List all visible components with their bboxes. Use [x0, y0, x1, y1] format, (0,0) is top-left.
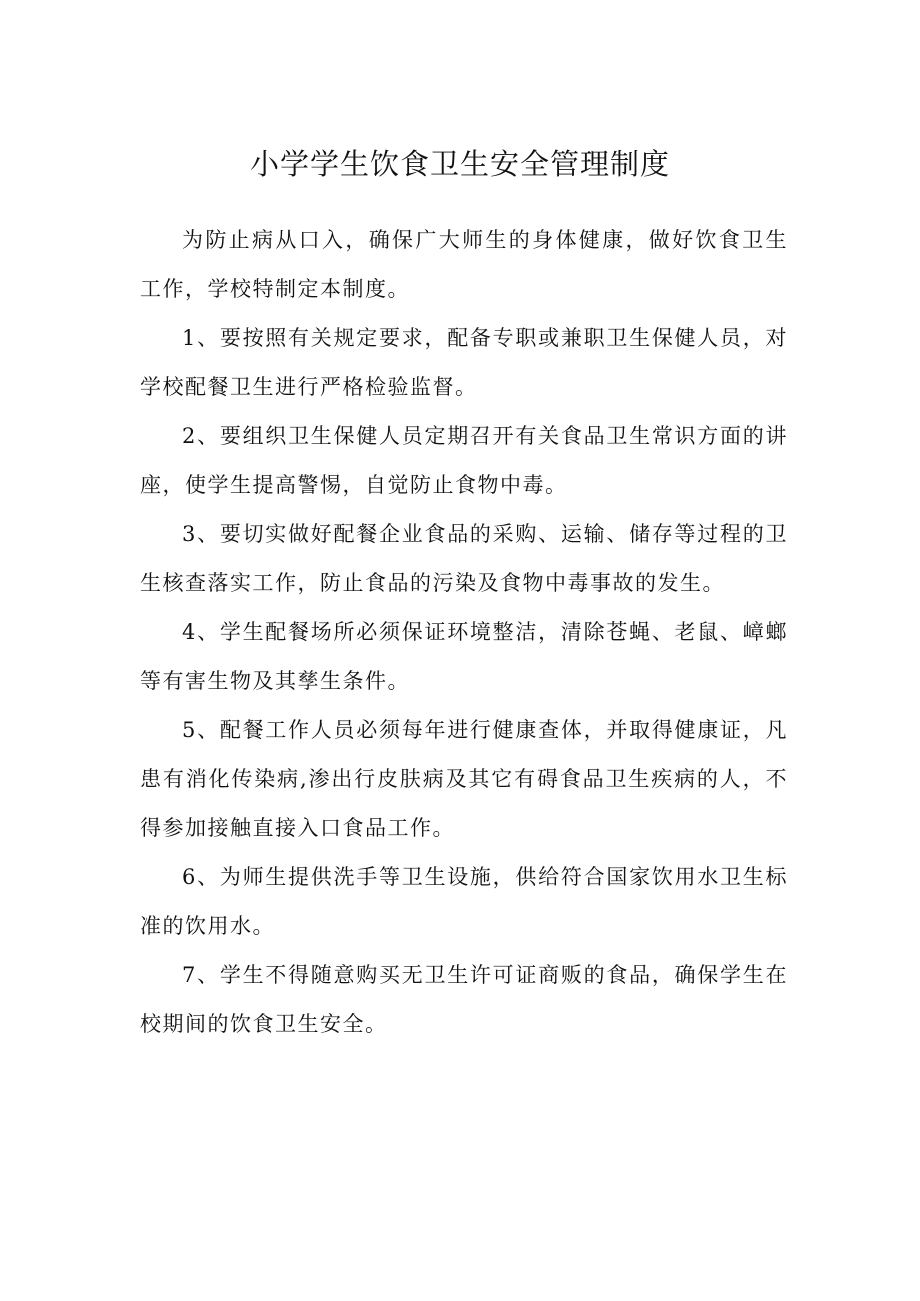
paragraph-item-5: 5、配餐工作人员必须每年进行健康查体，并取得健康证，凡患有消化传染病,渗出行皮肤病及其它有碍食品卫生疾病的人，不得参加接触直接入口食品工作。 [140, 718, 788, 840]
paragraph-intro: 为防止病从口入，确保广大师生的身体健康，做好饮食卫生工作，学校特制定本制度。 [140, 228, 788, 301]
document-body [140, 216, 788, 1049]
paragraph-item-1: 1、要按照有关规定要求，配备专职或兼职卫生保健人员，对学校配餐卫生进行严格检验监督。 [140, 326, 788, 399]
paragraph-item-4: 4、学生配餐场所必须保证环境整洁，清除苍蝇、老鼠、嶂螂等有害生物及其孳生条件。 [140, 620, 788, 693]
paragraph-item-2: 2、要组织卫生保健人员定期召开有关食品卫生常识方面的讲座，使学生提高警惕，自觉防止食物中毒。 [140, 424, 788, 497]
paragraph-item-6: 6、为师生提供洗手等卫生设施，供给符合国家饮用水卫生标准的饮用水。 [140, 865, 788, 938]
paragraph-item-3: 3、要切实做好配餐企业食品的采购、运输、储存等过程的卫生核查落实工作，防止食品的污染及食物中毒事故的发生。 [140, 522, 788, 595]
paragraph-item-7: 7、学生不得随意购买无卫生许可证商贩的食品，确保学生在校期间的饮食卫生安全。 [140, 963, 788, 1036]
document-title: 小学学生饮食卫生安全管理制度 [249, 147, 670, 181]
